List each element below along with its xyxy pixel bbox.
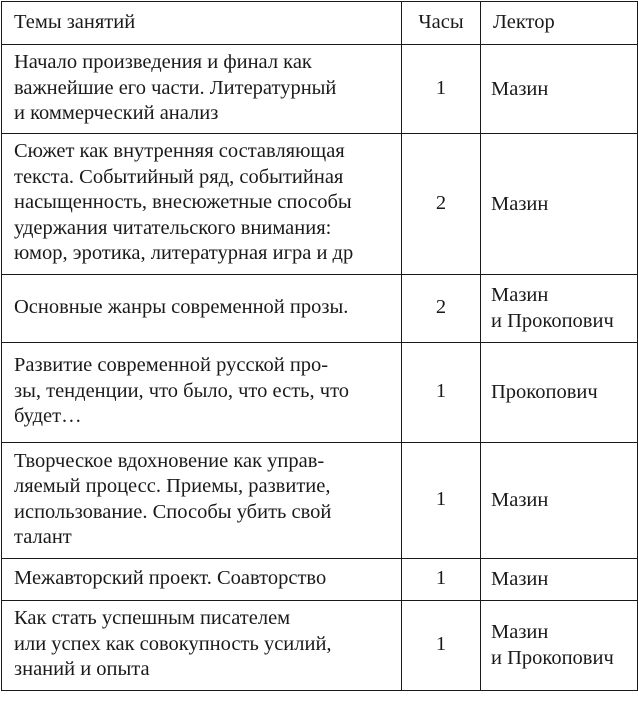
lector-cell: Мазин [481, 442, 638, 558]
header-hours: Часы [402, 2, 481, 45]
topic-cell: Основные жанры современной прозы. [2, 274, 402, 342]
hours-cell: 2 [402, 274, 481, 342]
topic-cell: Творческое вдохновение как управ- ляемый процесс. Приемы, развитие, использование. Способы убить свой талант [2, 442, 402, 558]
header-lector: Лектор [481, 2, 638, 45]
lector-cell: Мазин и Прокопович [481, 274, 638, 342]
table-row [2, 45, 638, 134]
hours-cell: 1 [402, 442, 481, 558]
table-row [2, 442, 638, 558]
table-row [2, 342, 638, 442]
topic-cell: Межавторский проект. Соавторство [2, 558, 402, 600]
lector-cell: Мазин [481, 133, 638, 274]
hours-cell: 1 [402, 45, 481, 134]
hours-cell: 1 [402, 558, 481, 600]
hours-cell: 2 [402, 133, 481, 274]
lector-cell: Мазин и Прокопович [481, 600, 638, 690]
topic-cell: Начало произведения и финал как важнейшие его части. Литературный и коммерческий анализ [2, 45, 402, 134]
hours-cell: 1 [402, 342, 481, 442]
table-row [2, 133, 638, 274]
header-topic: Темы занятий [2, 2, 402, 45]
table-row [2, 600, 638, 690]
table-row [2, 274, 638, 342]
table-header-row [2, 2, 638, 45]
lector-cell: Прокопович [481, 342, 638, 442]
hours-cell: 1 [402, 600, 481, 690]
lector-cell: Мазин [481, 558, 638, 600]
course-topics-table [1, 1, 638, 691]
topic-cell: Как стать успешным писателем или успех как совокупность усилий, знаний и опыта [2, 600, 402, 690]
lector-cell: Мазин [481, 45, 638, 134]
topic-cell: Сюжет как внутренняя составляющая текста. Событийный ряд, событийная насыщенность, внесюжетные способы удержания читательского внимания: юмор, эротика, литературная игра и др [2, 133, 402, 274]
topic-cell: Развитие современной русской про- зы, тенденции, что было, что есть, что будет… [2, 342, 402, 442]
table-row [2, 558, 638, 600]
